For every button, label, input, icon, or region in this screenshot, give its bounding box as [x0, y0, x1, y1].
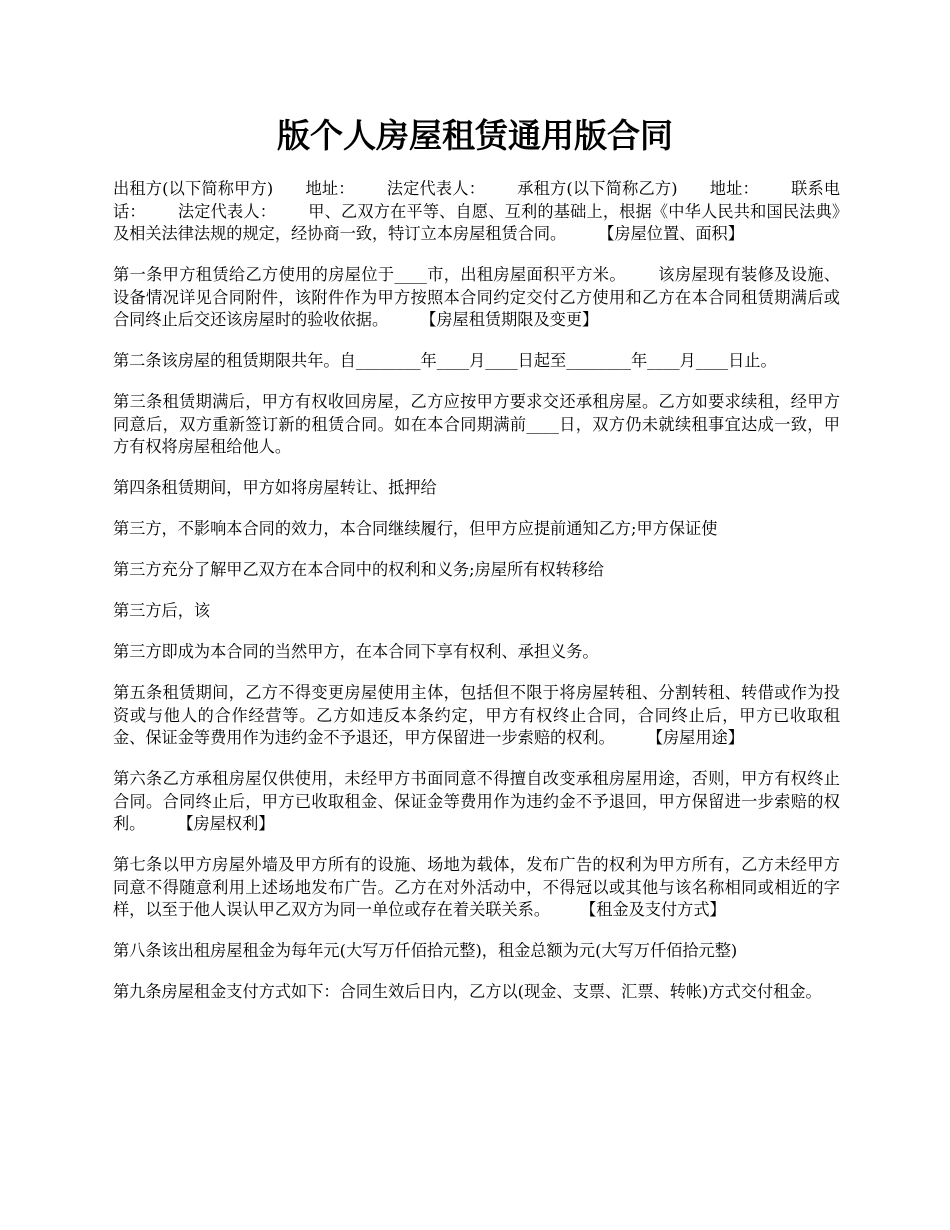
paragraph-third-party-1: 第三方，不影响本合同的效力，本合同继续履行，但甲方应提前通知乙方;甲方保证使 [113, 519, 718, 538]
section-heading-term: 【房屋租赁期限及变更】 [420, 310, 599, 329]
lessee-rep-label: 法定代表人： [177, 201, 277, 221]
lessor-label: 出租方(以下简称甲方) [113, 179, 274, 198]
article-6-text: 第六条乙方承租房屋仅供使用，未经甲方书面同意不得擅自改变承租房屋用途，否则，甲方有权终止合同。合同终止后，甲方已收取租金、保证金等费用作为违约金不予退回，甲方保留进一步索赔的权利。 [113, 769, 840, 833]
section-heading-use: 【房屋用途】 [646, 728, 744, 747]
article-9: 第九条房屋租金支付方式如下：合同生效后日内，乙方以(现金、支票、汇票、转帐)方式交付租金。 [113, 982, 822, 1001]
article-1 [113, 264, 840, 332]
article-7-text: 第七条以甲方房屋外墙及甲方所有的设施、场地为载体，发布广告的权利为甲方所有，乙方未经甲方同意不得随意利用上述场地发布广告。乙方在对外活动中，不得冠以或其他与该名称相同或相近的字样，以至于他人误认甲乙双方为同一单位或存在着关联关系。 [113, 855, 840, 919]
article-3: 第三条租赁期满后，甲方有权收回房屋，乙方应按甲方要求交还承租房屋。乙方如要求续租，经甲方同意后，双方重新签订新的租赁合同。如在本合同期满前____日，双方仍未就续租事宜达成一致，甲方有权将房屋租给他人。 [113, 392, 840, 456]
section-heading-rent: 【租金及支付方式】 [580, 900, 726, 919]
article-4: 第四条租赁期间，甲方如将房屋转让、抵押给 [113, 478, 437, 497]
paragraph-third-party-3: 第三方后，该 [113, 601, 211, 620]
document-title: 版个人房屋租赁通用版合同 [277, 116, 673, 155]
preamble-text: 甲、乙双方在平等、自愿、互利的基础上，根据《中华人民共和国民法典》及相关法律法规的规定，经协商一致，特订立本房屋租赁合同。 [113, 201, 840, 243]
article-1-text: 第一条甲方租赁给乙方使用的房屋位于____市，出租房屋面积平方米。 [113, 265, 626, 284]
article-5 [113, 682, 840, 750]
lessee-phone-label: 联系电话： [113, 179, 841, 221]
paragraph-third-party-2: 第三方充分了解甲乙双方在本合同中的权利和义务;房屋所有权转移给 [113, 560, 605, 579]
article-5-text: 第五条租赁期间，乙方不得变更房屋使用主体，包括但不限于将房屋转租、分割转租、转借或作为投资或与他人的合作经营等。乙方如违反本条约定，甲方有权终止合同，合同终止后，甲方已收取租金、保证金等费用作为违约金不予退还，甲方保留进一步索赔的权利。 [113, 683, 840, 747]
section-heading-rights: 【房屋权利】 [177, 814, 275, 833]
article-1-continued: 该房屋现有装修及设施、设备情况详见合同附件，该附件作为甲方按照本合同约定交付乙方使用和乙方在本合同租赁期满后或合同终止后交还该房屋时的验收依据。 [113, 265, 841, 329]
document-body [113, 178, 840, 1022]
paragraph-third-party-4: 第三方即成为本合同的当然甲方，在本合同下享有权利、承担义务。 [113, 642, 599, 661]
section-heading-location: 【房屋位置、面积】 [598, 224, 744, 243]
article-6 [113, 768, 840, 836]
parties-block [113, 178, 840, 246]
article-7 [113, 854, 840, 922]
lessee-address-label: 地址： [709, 179, 759, 198]
lessor-rep-label: 法定代表人： [386, 179, 486, 198]
lessee-label: 承租方(以下简称乙方) [517, 179, 678, 198]
article-8: 第八条该出租房屋租金为每年元(大写万仟佰拾元整)，租金总额为元(大写万仟佰拾元整) [113, 941, 738, 960]
article-2: 第二条该房屋的租赁期限共年。自________年____月____日起至________年____月____日止。 [113, 351, 777, 370]
lessor-address-label: 地址： [305, 179, 355, 198]
